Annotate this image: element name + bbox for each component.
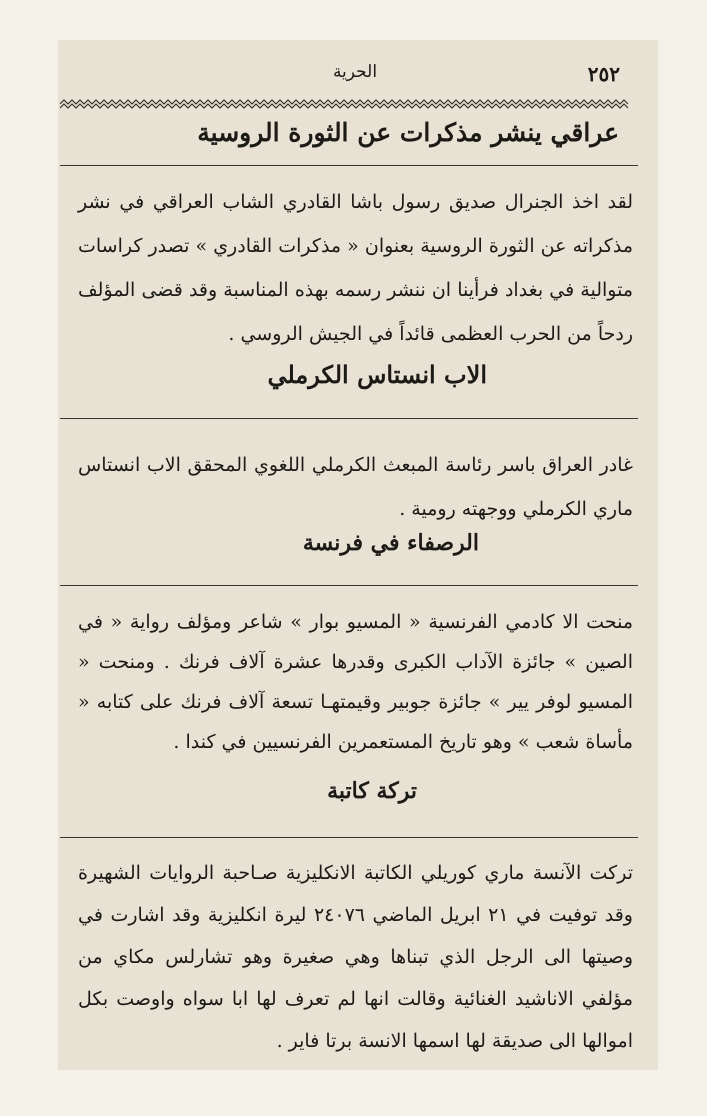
- article-4-body: تركت الآنسة ماري كوريلي الكاتبة الانكليزية صـاحبة الروايات الشهيرة وقد توفيت في ٢١ ابريل الماضي ٢٤٠٧٦ ليرة انكليزية وقد اشارت في وصيتها الى الرجل الذي تبناها وهي صغيرة وهو تشارلس مكاي من مؤلفي الاناشيد الغنائية وقالت انها لم تعرف لها ابا سواه واوصت بكل اموالها الى صديقة لها اسمها الانسة برتا فاير .: [78, 862, 633, 1052]
- article-3-headline: الرصفاء في فرنسة: [302, 530, 479, 556]
- article-1-underline: [60, 165, 638, 166]
- article-3-body: منحت الا كادمي الفرنسية « المسيو بوار » شاعر ومؤلف رواية « في الصين » جائزة الآداب الكبرى وقدرها عشرة آلاف فرنك . ومنحت « المسيو لوفر يير » جائزة جوبير وقيمتهـا تسعة آلاف فرنك على كتابه « مأساة شعب » وهو تاريخ المستعمرين الفرنسيين في كندا .: [78, 611, 633, 753]
- article-2-headline: الاب انستاس الكرملي: [267, 360, 487, 389]
- article-2-body: غادر العراق باسر رئاسة المبعث الكرملي اللغوي المحقق الاب انستاس ماري الكرملي ووجهته رومية .: [78, 454, 633, 520]
- article-2-underline: [60, 418, 638, 419]
- page-number: ٢٥٢: [587, 62, 620, 86]
- article-4-headline: تركة كاتبة: [327, 778, 417, 804]
- header-zigzag-rule: [60, 98, 630, 110]
- page-header: [60, 62, 620, 92]
- running-title: الحرية: [332, 62, 378, 82]
- article-1-headline: عراقي ينشر مذكرات عن الثورة الروسية: [197, 118, 619, 147]
- article-1-body: لقد اخذ الجنرال صديق رسول باشا القادري الشاب العراقي في نشر مذكراته عن الثورة الروسية بعنوان « مذكرات القادري » تصدر كراسات متوالية في بغداد فرأينا ان ننشر رسمه بهذه المناسبة وقد قضى المؤلف ردحاً من الحرب العظمى قائداً في الجيش الروسي .: [78, 191, 633, 345]
- article-4-underline: [60, 837, 638, 838]
- article-3-underline: [60, 585, 638, 586]
